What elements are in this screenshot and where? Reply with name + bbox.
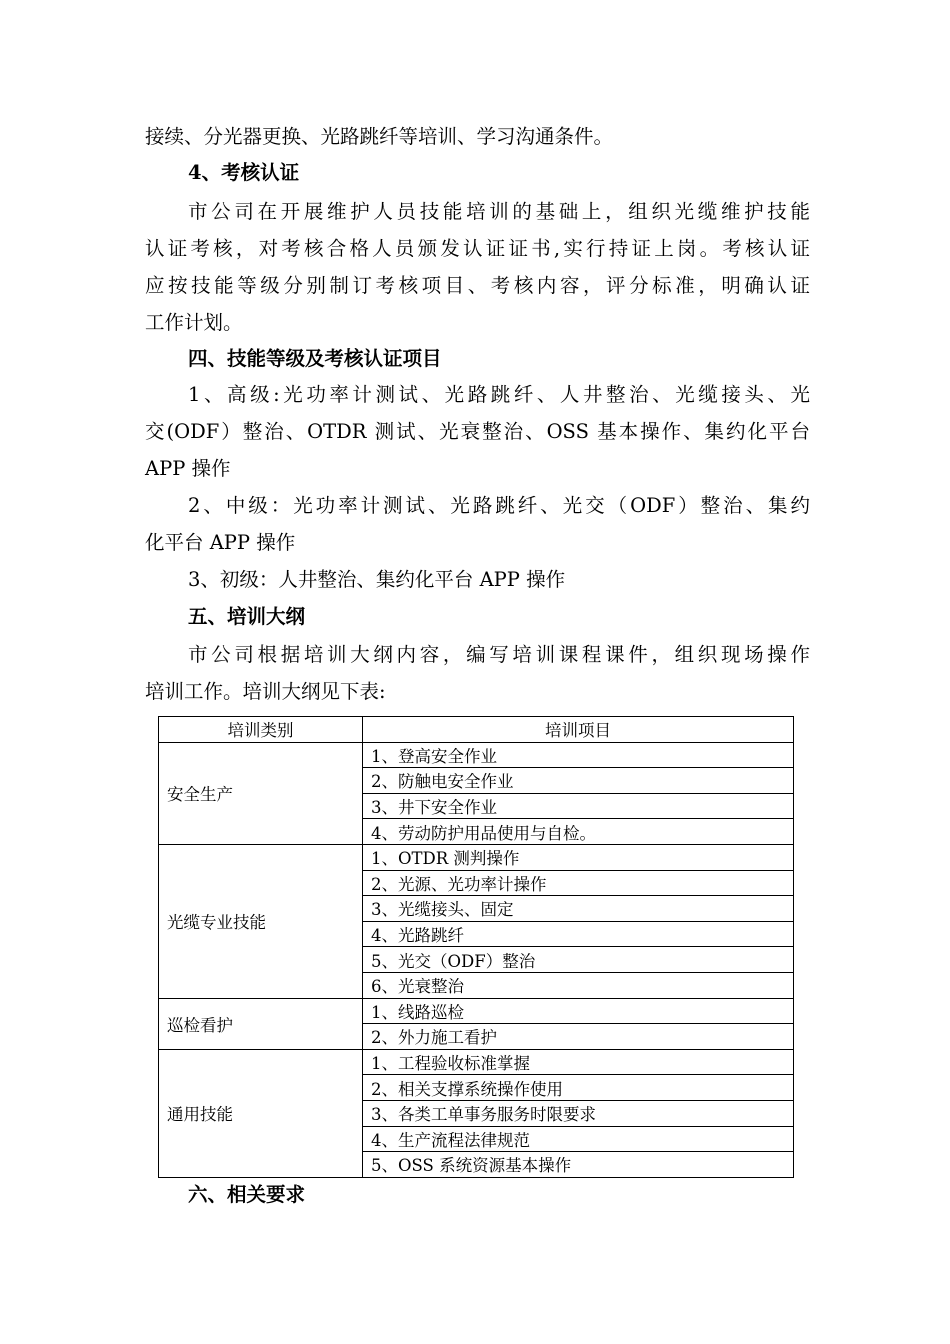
category-cell: 光缆专业技能: [159, 844, 363, 998]
item-cell: 3、光缆接头、固定: [363, 896, 794, 922]
category-cell: 通用技能: [159, 1049, 363, 1177]
training-outline-table: [158, 716, 794, 1178]
section-heading-outline: 五、培训大纲: [188, 605, 306, 628]
item-cell: 1、登高安全作业: [363, 742, 794, 768]
table-row: [159, 844, 794, 870]
table-row: [159, 998, 794, 1024]
category-cell: 巡检看护: [159, 998, 363, 1049]
paragraph-line: 2、中级：光功率计测试、光路跳纤、光交（ODF）整治、集约: [188, 494, 810, 517]
table-header-row: [159, 717, 794, 743]
paragraph-line: 应按技能等级分别制订考核项目、考核内容，评分标准，明确认证: [145, 274, 810, 297]
item-cell: 5、OSS 系统资源基本操作: [363, 1152, 794, 1178]
item-cell: 1、OTDR 测判操作: [363, 844, 794, 870]
item-cell: 1、工程验收标准掌握: [363, 1049, 794, 1075]
paragraph-line: 认证考核，对考核合格人员颁发认证证书,实行持证上岗。考核认证: [145, 237, 810, 260]
paragraph-line: 交(ODF）整治、OTDR 测试、光衰整治、OSS 基本操作、集约化平台: [145, 420, 810, 443]
table-row: [159, 1049, 794, 1075]
paragraph-line: 培训工作。培训大纲见下表:: [145, 680, 386, 703]
item-cell: 6、光衰整治: [363, 972, 794, 998]
paragraph-line: 工作计划。: [145, 311, 243, 334]
item-cell: 2、光源、光功率计操作: [363, 870, 794, 896]
header-items: 培训项目: [363, 717, 794, 743]
paragraph-line: 1、高级:光功率计测试、光路跳纤、人井整治、光缆接头、光: [188, 383, 810, 406]
item-cell: 2、防触电安全作业: [363, 768, 794, 794]
header-category: 培训类别: [159, 717, 363, 743]
item-cell: 5、光交（ODF）整治: [363, 947, 794, 973]
item-cell: 4、劳动防护用品使用与自检。: [363, 819, 794, 845]
paragraph-line: 3、初级：人井整治、集约化平台 APP 操作: [188, 568, 566, 591]
section-heading-requirements: 六、相关要求: [188, 1183, 306, 1206]
category-cell: 安全生产: [159, 742, 363, 844]
paragraph-line: APP 操作: [145, 457, 231, 480]
item-cell: 2、相关支撑系统操作使用: [363, 1075, 794, 1101]
paragraph-line: 市公司在开展维护人员技能培训的基础上，组织光缆维护技能: [188, 200, 810, 223]
item-cell: 4、光路跳纤: [363, 921, 794, 947]
item-cell: 3、各类工单事务服务时限要求: [363, 1100, 794, 1126]
paragraph-line: 化平台 APP 操作: [145, 531, 296, 554]
section-heading-assessment: 4、考核认证: [188, 161, 300, 184]
item-cell: 4、生产流程法律规范: [363, 1126, 794, 1152]
item-cell: 2、外力施工看护: [363, 1024, 794, 1050]
paragraph-line: 市公司根据培训大纲内容，编写培训课程课件，组织现场操作: [188, 643, 810, 666]
item-cell: 3、井下安全作业: [363, 793, 794, 819]
item-cell: 1、线路巡检: [363, 998, 794, 1024]
table-row: [159, 742, 794, 768]
paragraph-line: 接续、分光器更换、光路跳纤等培训、学习沟通条件。: [145, 125, 614, 148]
section-heading-levels: 四、技能等级及考核认证项目: [188, 347, 442, 370]
